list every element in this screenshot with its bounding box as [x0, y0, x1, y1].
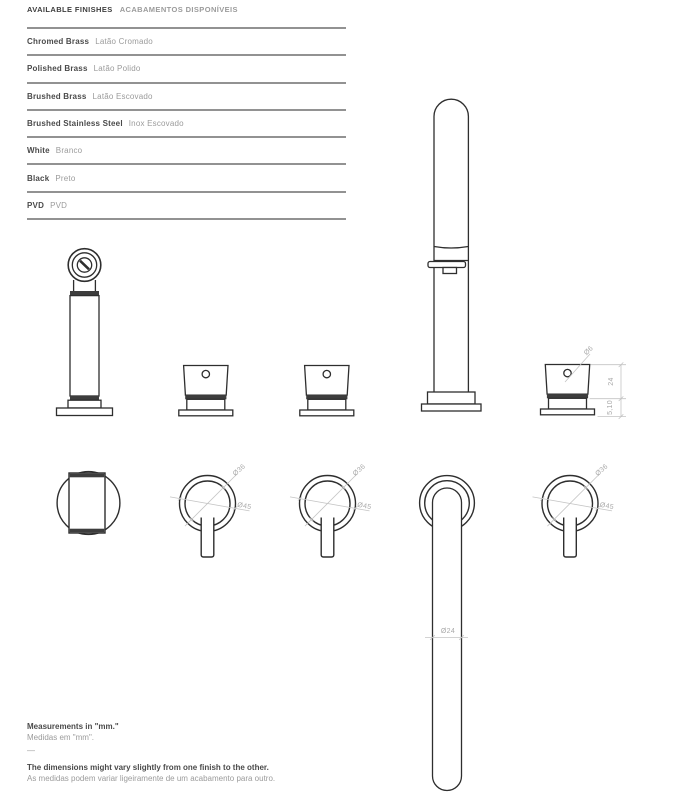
drawing-knob-top-view-1	[180, 476, 236, 558]
finish-name-en: Brushed Stainless Steel	[27, 119, 123, 129]
measurements-note-pt: Medidas em "mm".	[27, 732, 95, 742]
footer-divider: —	[27, 746, 35, 755]
finish-name-pt: Preto	[55, 173, 76, 183]
header-title-pt: ACABAMENTOS DISPONÍVEIS	[119, 5, 238, 14]
dimension-label-spout-diameter: Ø24	[440, 628, 456, 635]
drawing-knob-top-view-3	[542, 476, 598, 558]
drawing-handle-side-view-dimensioned	[541, 365, 595, 415]
finish-name-pt: Inox Escovado	[128, 119, 184, 129]
drawing-handle-side-view-left	[179, 366, 233, 416]
dimension-label-knob-outer: Ø45	[236, 501, 252, 512]
dimensions-note-en: The dimensions might vary slightly from one finish to the other.	[27, 763, 269, 772]
header-title-en: AVAILABLE FINISHES	[27, 5, 113, 14]
finish-name-en: Chromed Brass	[27, 37, 90, 47]
finish-name-en: Brushed Brass	[27, 91, 87, 101]
dimension-label-knob-inner: Ø36	[231, 463, 248, 478]
dimension-label-handle-height: 24	[608, 377, 615, 386]
dimensions-note	[27, 763, 275, 784]
drawing-spout-side-view	[422, 99, 482, 411]
finish-name-en: Black	[27, 173, 50, 183]
finish-name-pt: Branco	[55, 146, 83, 156]
finish-name-en: White	[27, 146, 50, 156]
dimension-label-knob-outer: Ø45	[356, 501, 372, 512]
dimension-label-knob-inner: Ø36	[351, 463, 368, 478]
dimension-label-knob-inner: Ø36	[594, 463, 610, 478]
measurements-note-en: Measurements in "mm."	[27, 722, 119, 731]
finish-name-pt: Latão Escovado	[92, 91, 153, 101]
drawing-knob-lever-top-view	[57, 472, 120, 535]
dimension-label-pin-diameter: Ø6	[582, 344, 595, 357]
dimensions-note-pt: As medidas podem variar ligeiramente de um acabamento para outro.	[27, 773, 276, 783]
finish-name-en: PVD	[27, 200, 45, 210]
drawing-handle-side-view-middle	[300, 366, 354, 416]
dimension-label-knob-outer: Ø45	[599, 501, 615, 512]
finish-name-pt: PVD	[50, 200, 68, 210]
drawing-knob-top-view-2	[300, 476, 356, 558]
finish-name-pt: Latão Polido	[93, 64, 141, 74]
measurements-note	[27, 722, 119, 743]
finish-name-pt: Latão Cromado	[95, 37, 153, 47]
dimension-label-handle-base: 5,10	[607, 400, 614, 415]
drawing-tall-handle-side-view	[57, 249, 113, 416]
finish-name-en: Polished Brass	[27, 64, 88, 74]
